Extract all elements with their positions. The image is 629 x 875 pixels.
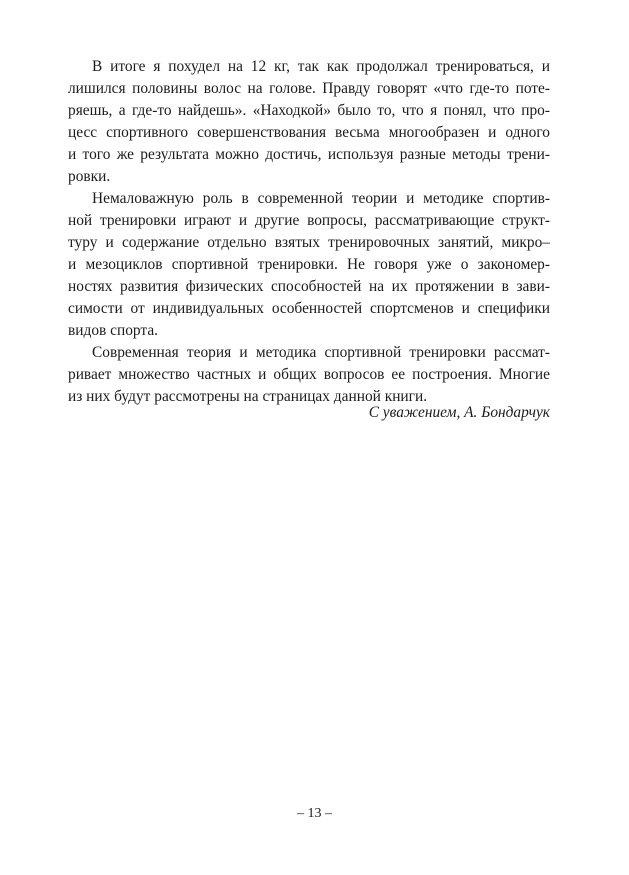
paragraph-line: ряешь, а где-то найдешь». «Находкой» было то, что я понял, что про-: [68, 102, 550, 119]
paragraph-line: В итоге я похудел на 12 кг, так как продолжал тренироваться, и: [92, 58, 550, 75]
paragraph-line: Немаловажную роль в современной теории и методике спортив-: [92, 190, 550, 207]
paragraph-line: ностях развития физических способностей на их протяжении в зави-: [68, 278, 550, 295]
paragraph-line: ровки.: [68, 168, 111, 185]
paragraph-line: из них будут рассмотрены на страницах данной книги.: [68, 388, 428, 405]
paragraph-line: и мезоциклов спортивной тренировки. Не говоря уже о закономер-: [68, 256, 550, 273]
paragraph-line: туру и содержание отдельно взятых тренировочных занятий, микро–: [68, 234, 550, 251]
paragraph-line: ной тренировки играют и другие вопросы, рассматривающие структ-: [68, 212, 550, 229]
page-number: – 13 –: [297, 806, 332, 821]
paragraph-line: ривает множество частных и общих вопросов ее построения. Многие: [68, 366, 550, 383]
paragraph-line: лишился половины волос на голове. Правду говорят «что где-то поте-: [68, 80, 550, 97]
paragraph-line: симости от индивидуальных особенностей спортсменов и специфики: [68, 300, 550, 317]
paragraph-line: и того же результата можно достичь, используя разные методы трени-: [68, 146, 550, 163]
signature: С уважением, А. Бондарчук: [368, 404, 550, 421]
paragraph-line: Современная теория и методика спортивной тренировки рассмат-: [92, 344, 550, 361]
paragraph-line: видов спорта.: [68, 322, 158, 339]
paragraph-line: цесс спортивного совершенствования весьма многообразен и одного: [68, 124, 550, 141]
